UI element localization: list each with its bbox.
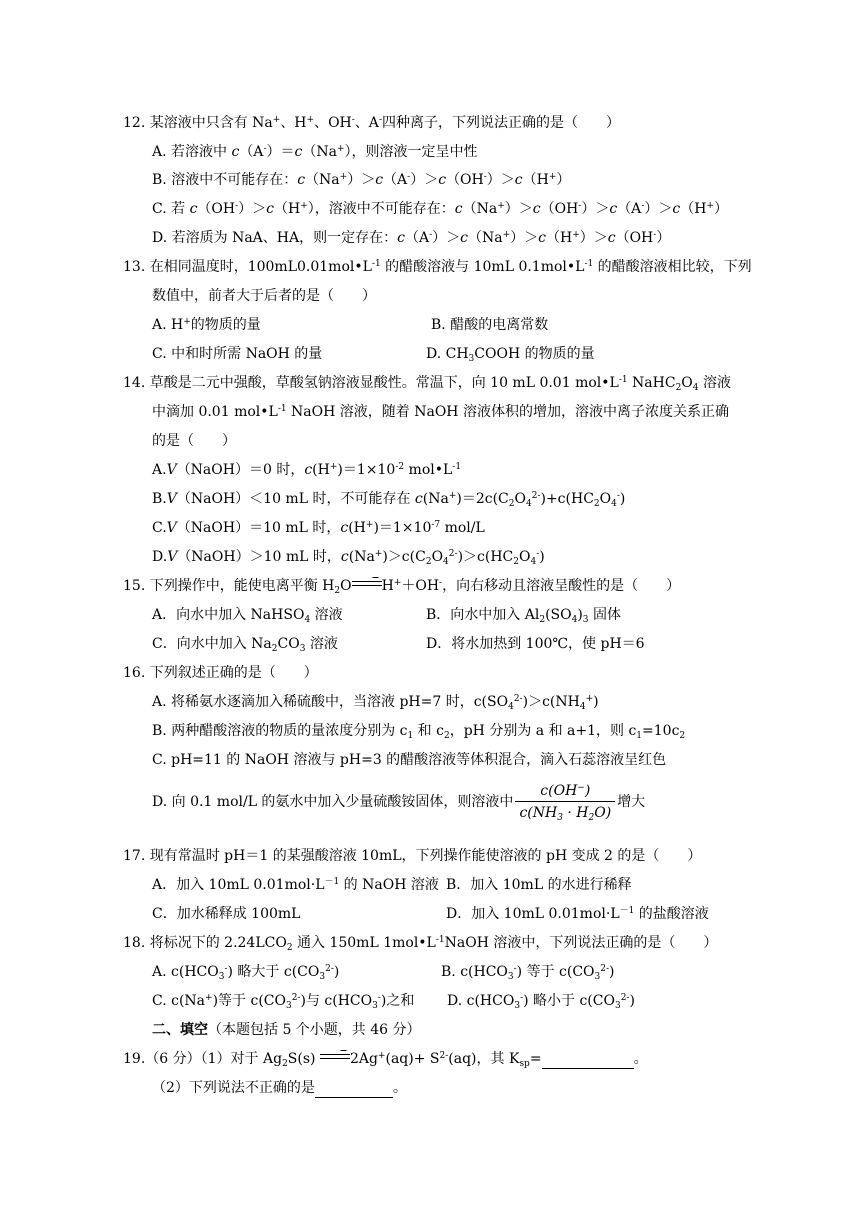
q16-option-d-text: D. 向 0.1 mol/L 的氨水中加入少量硫酸铵固体，则溶液中 [152,794,514,810]
q18-option-c: C. c(Na+)等于 $c(CO_3^{2-})$与 $c(HCO_3^-)$之和 [152,993,415,1011]
q17-option-d: D．加入 10mL $0.01mol\cdot L^{-1}$ 的盐酸溶液 [446,906,709,922]
q15-option-b: B．向水中加入 $Al_2(SO_4)_3$ 固体 [426,607,621,625]
q18-stem: 18. 将标况下的 $2.24LCO_2$ 通入 150mL $1mol•L^{-1}NaOH$ 溶液中，下列说法正确的是（ ） [123,935,718,953]
q16-option-c: C. pH=11 的 NaOH 溶液与 pH=3 的醋酸溶液等体积混合，滴入石蕊溶液呈红色 [152,752,667,768]
q19-part2 [152,1079,407,1098]
q14-stem-line1: 14. 草酸是二元中强酸，草酸氢钠溶液显酸性。常温下，向 10 mL 0.01 $mol•L^{-1}$ $NaHC_2O_4$ 溶液 [123,375,731,393]
q15-option-a: A．向水中加入 NaHSO$_4$ 溶液 [152,607,343,625]
concentration-fraction: $\frac{c(OH^-)}{c(NH_3 \cdot H_2O)}$ [515,782,615,822]
section-note: （本题包括 5 个小题，共 46 分） [208,1022,421,1038]
q13-option-a: A. H+的物质的量 [152,317,261,333]
q16-option-a: A. 将稀氨水逐滴加入稀硫酸中，当溶液 pH=7 时，$c(SO_4^{2-})>c(NH_4^+)$ [152,694,599,712]
part2-answer-blank[interactable] [315,1079,393,1098]
q15-option-c: C．向水中加入 $Na_2CO_3$ 溶液 [152,636,338,654]
q15-option-d: D．将水加热到 100℃，使 pH＝6 [426,636,645,652]
q12-option-c: C. 若 c（OH-）＞c（H+），溶液中不可能存在：c（Na+）＞c（OH-）＞c（A-）＞c（H+） [152,201,728,217]
q13-option-d: D. $CH_3COOH$ 的物质的量 [426,346,595,364]
q12-option-d: D. 若溶质为 NaA、HA，则一定存在：c（A-）＞c（Na+）＞c（H+）＞c（OH-） [152,230,671,246]
q14-option-a: A.V（NaOH）＝0 时，$c(H^+)=1\times 10^{-2}$ $mol•L^{-1}$ [152,462,462,478]
q18-option-d: D. $c(HCO_3^-)$ 略小于 $c(CO_3^{2-})$ [447,993,635,1011]
q12-option-a: A. 若溶液中 c（A-）＝c（Na+），则溶液一定呈中性 [152,144,478,160]
equilibrium-arrow-icon [352,579,382,589]
q17-option-c: C．加水稀释成 100mL [152,906,301,922]
q13-option-b: B. 醋酸的电离常数 [431,317,549,333]
q12-option-b: B. 溶液中不可能存在：c（Na+）＞c（A-）＞c（OH-）＞c（H+） [152,172,571,188]
section-heading [152,1021,421,1039]
q13-stem-line2: 数值中，前者大于后者的是（ ） [152,288,376,304]
section-title: 二、填空 [152,1022,208,1038]
q16-option-b: B. 两种醋酸溶液的物质的量浓度分别为 $c_1$ 和 $c_2$，pH 分别为 a 和 a+1，则 $c_1=10c_2$ [152,723,686,741]
q14-option-b: B.V（NaOH）＜10 mL 时，不可能存在 $c(Na^+)=2c(C_2O_4^{2-})+c(HC_2O_4^-)$ [152,491,626,509]
q18-option-a: A. $c(HCO_3^-)$ 略大于 $c(CO_3^{2-})$ [152,964,340,982]
q12-stem: 12. 某溶液中只含有 Na+、H+、OH-、A-四种离子，下列说法正确的是（ ） [123,115,620,131]
q15-stem: 15. 下列操作中，能使电离平衡 $H_2O$ H+＋OH-，向右移动且溶液呈酸性的是（ ） [123,578,681,596]
q16-stem: 16. 下列叙述正确的是（ ） [123,665,318,681]
q17-stem: 17. 现有常温时 pH＝1 的某强酸溶液 10mL，下列操作能使溶液的 pH 变成 2 的是（ ） [123,848,702,864]
q17-option-a: A．加入 10mL $0.01mol\cdot L^{-1}$ 的 NaOH 溶液 [152,877,439,893]
q17-option-b: B．加入 10mL 的水进行稀释 [446,877,632,893]
ksp-answer-blank[interactable] [542,1050,634,1069]
q13-stem-line1: 13. 在相同温度时，$100mL0.01mol•L^{-1}$ 的醋酸溶液与 10mL $0.1mol•L^{-1}$ 的醋酸溶液相比较，下列 [123,259,752,275]
q14-stem-line2: 中滴加 0.01 $mol•L^{-1}$ NaOH 溶液，随着 NaOH 溶液体积的增加，溶液中离子浓度关系正确 [152,404,729,420]
q13-option-c: C. 中和时所需 NaOH 的量 [152,346,323,362]
q14-option-c: C.V（NaOH）＝10 mL 时，$c(H^+)=1\times 10^{-7}$ mol/L [152,520,485,536]
q19-part2-text: （2）下列说法不正确的是 [152,1080,315,1096]
q19-part1: 19.（6 分）（1）对于 $Ag_2S(s)$ $2Ag^+(aq)+ S^{2-}(aq)$，其 $K_{sp}=$ 。 [123,1051,648,1069]
q19-part2-end: 。 [392,1080,407,1096]
q18-option-b: B. $c(HCO_3^-)$ 等于 $c(CO_3^{2-})$ [441,964,615,982]
q16-option-d-tail: 增大 [617,794,646,810]
q16-option-d [152,780,645,824]
equilibrium-arrow-icon [320,1052,350,1062]
q14-option-d: D.V（NaOH）＞10 mL 时，$c(Na^+)>c(C_2O_4^{2-})>c(HC_2O_4^-)$ [152,549,545,567]
q14-stem-line3: 的是（ ） [152,433,236,449]
